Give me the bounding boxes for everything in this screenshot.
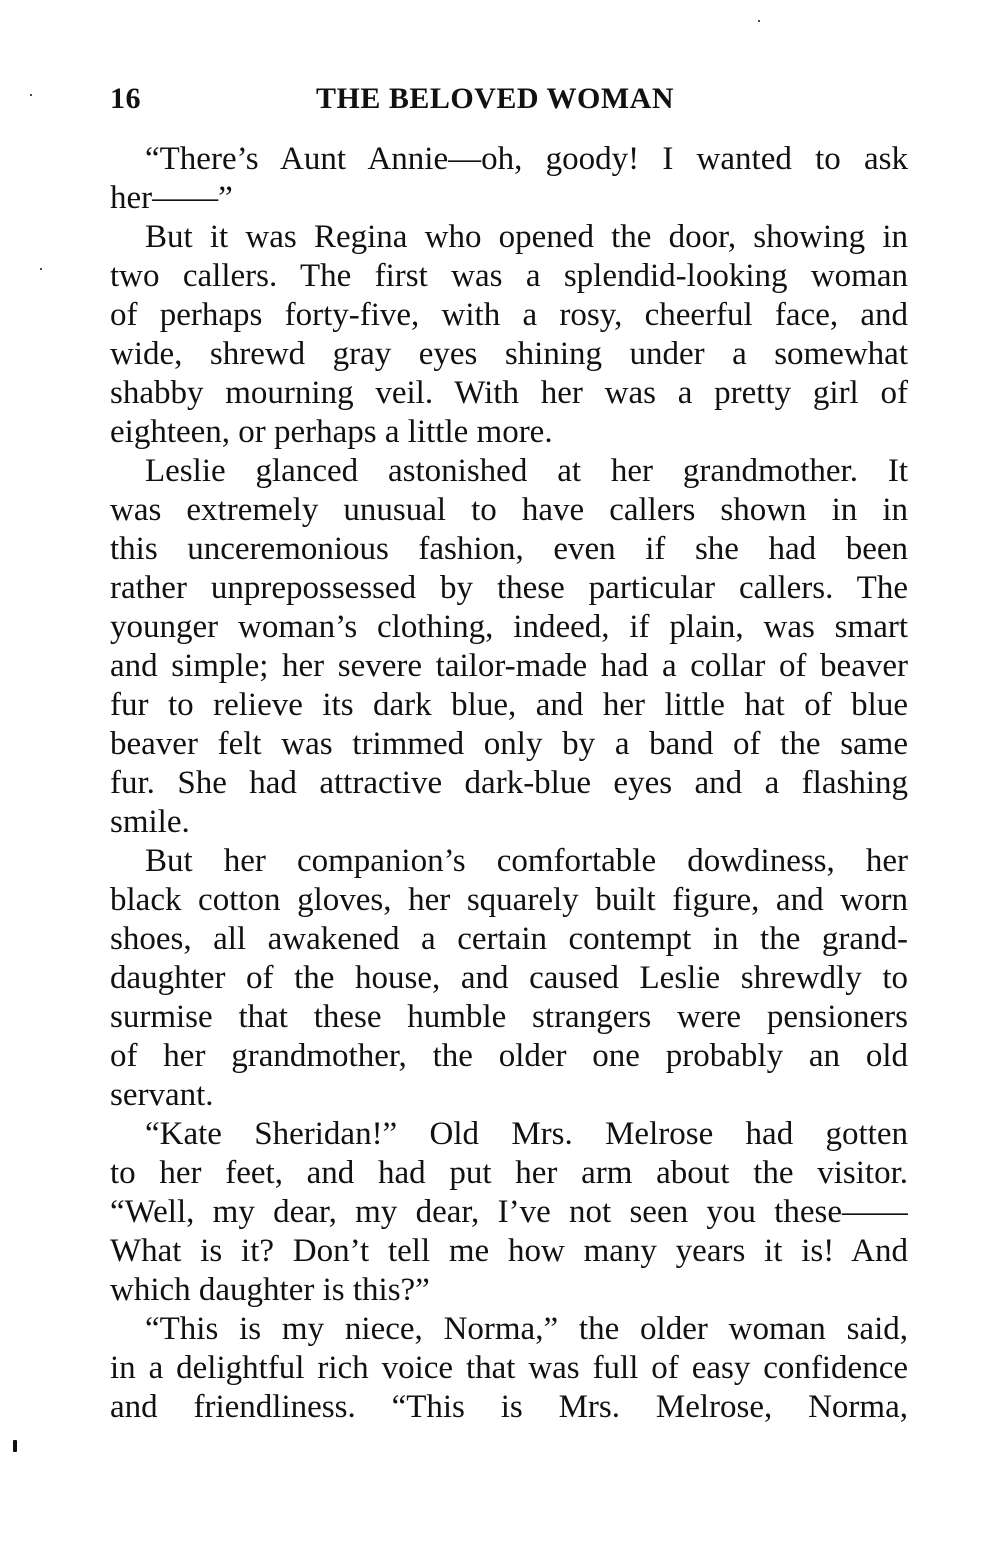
text-line: of her grandmother, the older one probably an old [110,1038,908,1074]
text-line: But it was Regina who opened the door, showing in [145,219,908,255]
text-line: which daughter is this?” [110,1272,430,1308]
text-line: But her companion’s comfortable dowdiness, her [145,843,908,879]
text-line: “There’s Aunt Annie—oh, goody! I wanted to ask [145,141,908,177]
text-line: eighteen, or perhaps a little more. [110,414,553,450]
scan-speck-mark [40,268,42,270]
body-text [110,140,908,1427]
text-line: “Well, my dear, my dear, I’ve not seen you these—— [110,1194,908,1230]
text-line: and simple; her severe tailor-made had a collar of beaver [110,648,908,684]
scan-speck-mark [30,94,32,96]
text-line: wide, shrewd gray eyes shining under a somewhat [110,336,908,372]
text-line: beaver felt was trimmed only by a band of the same [110,726,908,762]
text-line: this unceremonious fashion, even if she had been [110,531,908,567]
page-number: 16 [110,82,141,115]
text-line: Leslie glanced astonished at her grandmother. It [145,453,908,489]
text-line: What is it? Don’t tell me how many years it is! And [110,1233,908,1269]
text-line: smile. [110,804,190,840]
text-line: “Kate Sheridan!” Old Mrs. Melrose had gotten [145,1116,908,1152]
text-line: fur to relieve its dark blue, and her little hat of blue [110,687,908,723]
text-line: fur. She had attractive dark-blue eyes and a flashing [110,765,908,801]
text-line: rather unprepossessed by these particular callers. The [110,570,908,606]
text-line: daughter of the house, and caused Leslie shrewdly to [110,960,908,996]
text-line: younger woman’s clothing, indeed, if plain, was smart [110,609,908,645]
text-line: shoes, all awakened a certain contempt in the grand- [110,921,908,957]
text-line: surmise that these humble strangers were pensioners [110,999,908,1035]
scan-speck-mark [13,1440,17,1452]
text-line: shabby mourning veil. With her was a pretty girl of [110,375,908,411]
text-line: black cotton gloves, her squarely built figure, and worn [110,882,908,918]
running-title: THE BELOVED WOMAN [316,82,674,115]
page-header [110,80,910,122]
text-line: two callers. The first was a splendid-looking woman [110,258,908,294]
text-line: of perhaps forty-five, with a rosy, cheerful face, and [110,297,908,333]
text-line: servant. [110,1077,214,1113]
text-line: was extremely unusual to have callers shown in in [110,492,908,528]
text-line: her——” [110,180,233,216]
scan-speck-mark [758,20,760,22]
text-line: to her feet, and had put her arm about the visitor. [110,1155,908,1191]
text-line: “This is my niece, Norma,” the older woman said, [145,1311,908,1347]
text-line: and friendliness. “This is Mrs. Melrose, Norma, [110,1389,908,1425]
text-line: in a delightful rich voice that was full of easy confidence [110,1350,908,1386]
